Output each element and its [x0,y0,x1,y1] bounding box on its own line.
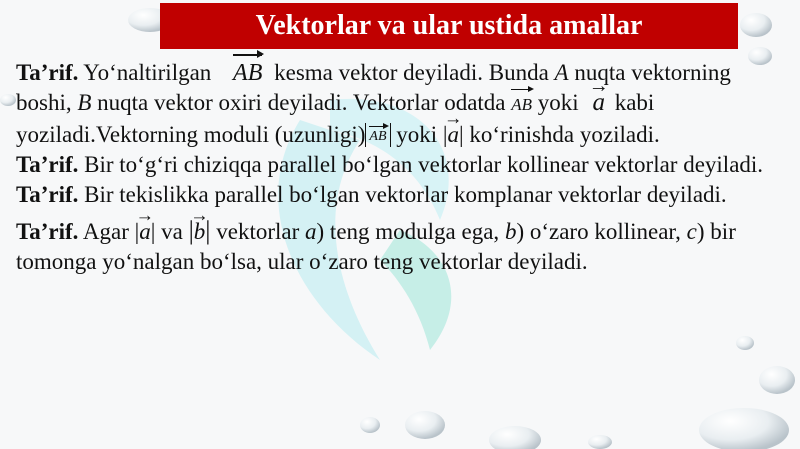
point-b: B [77,90,92,115]
slide-title: Vektorlar va ular ustida amallar [160,3,738,49]
condition-a-letter: a [305,219,317,244]
definition-term: Ta’rif. [16,182,79,207]
condition-b-letter: b [504,219,517,244]
definition-2: Ta’rif. Bir to‘g‘ri chiziqqa parallel bo‘lgan vektorlar kollinear vektorlar deyiladi. [16,152,764,177]
vector-ab-modulus: AB [365,123,390,147]
definition-term: Ta’rif. [16,219,79,244]
definition-term: Ta’rif. [16,60,79,85]
definition-4: Ta’rif. Agar |→ a| va |→ b| vektorlar a) teng modulga ega, b) o‘zaro kollinear, c) bir tomonga yo‘nalgan bo‘lsa, ular o‘zaro teng vektorlar deyiladi. [16,216,788,277]
definition-3: Ta’rif. Bir tekislikka parallel bo‘lgan vektorlar komplanar vektorlar deyiladi. [16,182,727,207]
vector-a-modulus: → a [139,217,151,247]
content-area [16,58,788,277]
vector-a-notation: → a [592,88,605,118]
condition-c-letter: c [686,219,697,244]
vector-ab-symbol: AB [233,60,263,86]
vector-ab-notation: AB [511,90,532,120]
vector-a-modulus: → a [448,120,460,150]
definition-1: Ta’rif. Yo‘naltirilgan AB kesma vektor deyiladi. Bunda A nuqta vektorning boshi, B nuqta vektor oxiri deyiladi. Vektorlar odatda AB yoki → a kabi yoziladi.Vektorning moduli (uzunligi) AB yoki |→ a| ko‘rinishda yoziladi. [16,58,788,150]
point-a: A [554,60,569,85]
definition-term: Ta’rif. [16,152,79,177]
vector-b-symbol: → b [194,217,206,247]
